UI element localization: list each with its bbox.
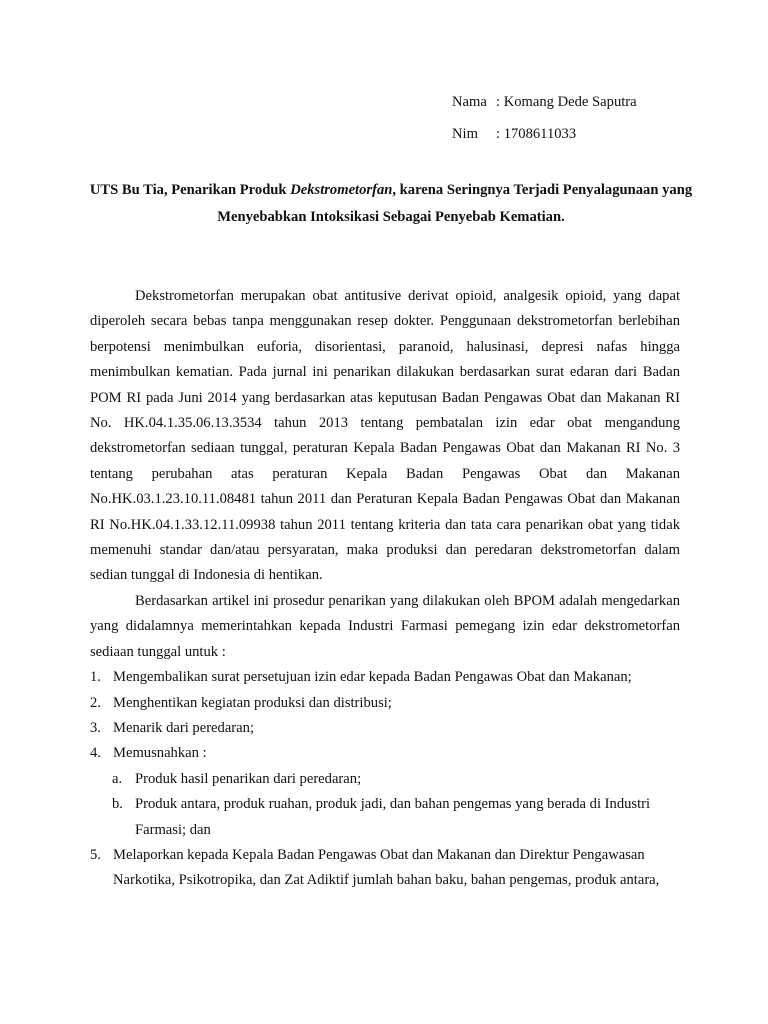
title-italic-drug: Dekstrometorfan — [290, 182, 393, 198]
list-item — [90, 741, 680, 766]
list-text: Melaporkan kepada Kepala Badan Pengawas Obat dan Makanan dan Direktur Pengawasan Narkotika, Psikotropika, dan Zat Adiktif jumlah bahan baku, bahan pengemas, produk antara, — [113, 846, 660, 889]
sub-list-text: Produk hasil penarikan dari peredaran; — [135, 770, 362, 787]
title-part-2: , karena Seringnya Terjadi Penyalagunaan yang Menyebabkan Intoksikasi Sebagai Penyebab Kematian. — [217, 182, 693, 225]
sub-list — [112, 767, 680, 843]
nim-row — [452, 123, 637, 155]
nim-label: Nim — [452, 126, 478, 142]
paragraph: Dekstrometorfan merupakan obat antitusive derivat opioid, analgesik opioid, yang dapat diperoleh secara bebas tanpa menggunakan resep dokter. Penggunaan dekstrometorfan berlebihan berpotensi menimbulkan euforia, disorientasi, paranoid, halusinasi, depresi nafas hingga menimbulkan kematian. Pada jurnal ini penarikan dilakukan berdasarkan surat edaran dari Badan POM RI pada Juni 2014 yang berdasarkan atas keputusan Badan Pengawas Obat dan Makanan RI No. HK.04.1.35.06.13.3534 tahun 2013 tentang pembatalan izin edar obat mengandung dekstrometorfan sediaan tunggal, peraturan Kepala Badan Pengawas Obat dan Makanan RI No. 3 tentang perubahan atas peraturan Kepala Badan Pengawas Obat dan Makanan No.HK.03.1.23.10.11.08481 tahun 2011 dan Peraturan Kepala Badan Pengawas Obat dan Makanan RI No.HK.04.1.33.12.11.09938 tahun 2011 tentang kriteria dan tata cara penarikan obat yang tidak memenuhi standar dan/atau persyaratan, maka produksi dan peredaran dekstrometorfan dalam sedian tunggal di Indonesia di hentikan. — [90, 288, 680, 584]
sub-list-item — [112, 792, 680, 843]
list-item — [90, 843, 680, 894]
title-part-1: UTS Bu Tia, Penarikan Produk — [89, 182, 291, 198]
list-number: 5. — [90, 846, 101, 863]
paragraph: Berdasarkan artikel ini prosedur penarikan yang dilakukan oleh BPOM adalah mengedarkan yang didalamnya memerintahkan kepada Industri Farmasi pemegang izin edar dekstrometorfan sediaan tunggal untuk : — [90, 592, 680, 660]
list-item — [90, 665, 680, 690]
document-title — [78, 177, 704, 231]
sub-list-text: Produk antara, produk ruahan, produk jadi, dan bahan pengemas yang berada di Industri Farmasi; dan — [135, 796, 651, 838]
document-body — [90, 284, 680, 894]
list-text: Menghentikan kegiatan produksi dan distribusi; — [113, 694, 392, 711]
list-number: 1. — [90, 669, 101, 686]
sub-list-letter: a. — [112, 770, 123, 787]
sub-list-letter: b. — [112, 796, 123, 813]
list-item — [90, 716, 680, 741]
name-label: Nama — [452, 94, 487, 110]
procedure-list — [90, 665, 680, 894]
list-text: Memusnahkan : — [113, 745, 207, 762]
student-identity — [452, 91, 637, 155]
list-text: Mengembalikan surat persetujuan izin edar kepada Badan Pengawas Obat dan Makanan; — [113, 669, 632, 686]
list-number: 3. — [90, 719, 101, 736]
sub-list-item — [112, 767, 680, 792]
list-number: 4. — [90, 745, 101, 762]
list-item — [90, 691, 680, 716]
name-value: : Komang Dede Saputra — [496, 94, 637, 110]
list-number: 2. — [90, 694, 101, 711]
nim-value: : 1708611033 — [496, 126, 577, 142]
name-row — [452, 91, 637, 123]
list-text: Menarik dari peredaran; — [113, 719, 254, 736]
